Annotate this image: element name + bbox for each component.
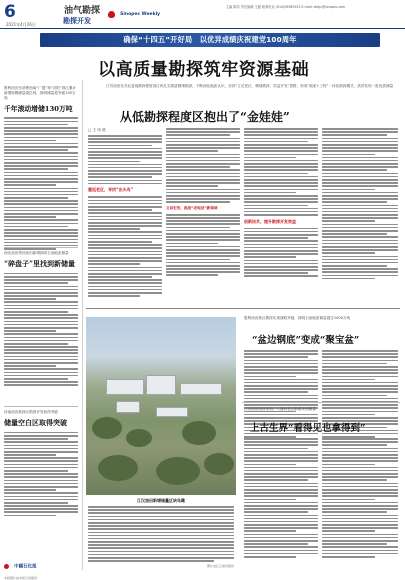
story5-col-2 <box>322 438 398 559</box>
story2-intro: 西北油田塔河油田新增探明石油地质储量 <box>4 251 69 255</box>
aerial-photo <box>86 317 236 495</box>
story1-body <box>4 117 78 249</box>
page-number: 6 <box>4 2 16 22</box>
flame-icon <box>4 564 9 569</box>
story-divider <box>242 402 400 403</box>
story5-intro: 江汉油田清河采油厂八面河老区新增采油储量 <box>244 407 316 411</box>
feature-title: 从低勘探程度区抱出了“金娃娃” <box>120 110 290 124</box>
feature-col-1 <box>88 128 162 298</box>
date-line: 2021年4月26日 <box>6 22 36 27</box>
footer-brand <box>4 556 78 580</box>
feature-subhead-3: 创新技术，提升勘探开发效益 <box>244 218 296 224</box>
feature-byline: □ 王 伟 晨 <box>88 128 106 132</box>
brand-en: Sinopec Weekly <box>120 12 161 17</box>
story-divider <box>4 247 78 248</box>
photo-caption: 江汉油田新增储量区块鸟瞰 <box>137 498 185 503</box>
feature-col-4 <box>322 128 398 281</box>
masthead <box>0 0 405 33</box>
photo-caption-body <box>88 506 234 563</box>
column-rule <box>82 80 83 570</box>
footer-note: 本版图片由本报记者提供 <box>4 576 38 580</box>
story2 <box>4 251 78 388</box>
header-rule <box>0 28 405 29</box>
story4-intro: 胜利油田新区勘探实现战略突破，探明石油地质储量超过1000万吨 <box>244 316 351 320</box>
story3-intro: 河南油田新探区勘探开发取得突破 <box>4 410 58 414</box>
story4-title: “盆边钢底”变成“聚宝盆” <box>252 335 360 346</box>
banner-text: 确保“十四五”开好局 以优异成绩庆祝建党100周年 <box>123 35 297 44</box>
section-divider <box>86 308 400 309</box>
story1-title: 千年滚动增储130万吨 <box>4 105 73 114</box>
story3-title: 储量空白区取得突破 <box>4 417 67 427</box>
feature-subhead-1: 重返老区，寻找“出头鸟” <box>88 187 134 193</box>
feature-subhead-2: 文昌宏伟，挑战“老地层”新领域 <box>166 205 218 210</box>
feature-col-3 <box>244 128 318 279</box>
section-title: 油气勘探 <box>64 6 101 16</box>
story2-body <box>4 273 78 386</box>
main-headline: 以高质量勘探筑牢资源基础 <box>98 60 310 80</box>
story3-body <box>4 432 78 516</box>
flame-icon <box>108 11 115 18</box>
story2-title: “碎盘子”里找到新储量 <box>4 258 76 268</box>
story1-intro: 胜利油田东部鲁西南“广德”和“济阳”探区累计新增规模储量超亿吨，探明储量将突破130万吨 <box>4 86 77 100</box>
subsection-title: 勘探开发 <box>63 17 91 25</box>
photo-credit: 图片由江汉油田提供 <box>206 564 234 568</box>
story5-title: 上古生界“看得见也拿得到” <box>250 423 366 434</box>
brand-logo <box>108 4 164 17</box>
header-info: 主编 陈琰 责任编辑 王磊 联系电话 (010)59963325 E-mail: zhbjc@sinopec.com <box>226 5 346 9</box>
story5-col-1 <box>244 438 318 559</box>
story3 <box>4 410 78 518</box>
banner <box>40 33 380 47</box>
feature-col-2 <box>166 128 240 278</box>
feature-deck: 江苏油田在苏北盆地勘探程度高区块扎实推进精细勘探，不断深化地质认识，坚持“立足老区、精细勘探、效益开发”思路，形成“地质+工程”一体化勘探模式，高效发现一批优质储量 <box>106 84 394 88</box>
footer-brand-text: 中國石化报 <box>14 564 37 570</box>
story-divider <box>4 406 78 407</box>
